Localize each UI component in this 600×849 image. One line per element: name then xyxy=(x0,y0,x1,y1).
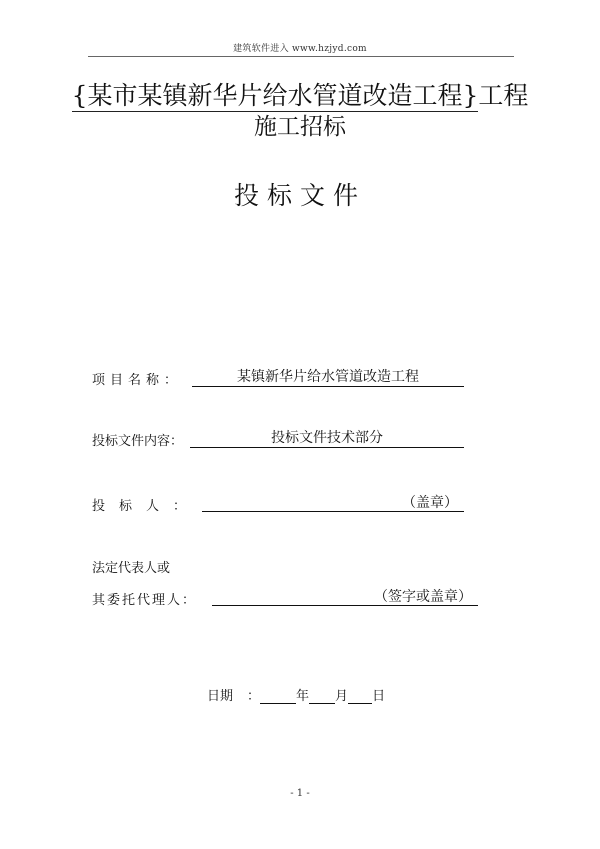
legal-representative-label: 法定代表人或 xyxy=(92,561,171,576)
legal-representative-row xyxy=(92,557,170,575)
date-label: 日期 xyxy=(207,689,234,704)
agent-label: 其委托代理人： xyxy=(92,593,198,608)
year-blank xyxy=(260,690,296,704)
page-number: - 1 - xyxy=(290,788,310,799)
title-project-name: {某市某镇新华片给水管道改造工程} xyxy=(71,81,479,110)
document-title xyxy=(0,80,600,112)
year-label: 年 xyxy=(296,689,310,704)
header-divider xyxy=(88,56,514,57)
bidder-seal-field: （盖章） xyxy=(202,495,464,512)
project-name-row xyxy=(92,369,472,387)
bidder-row xyxy=(92,495,472,513)
project-name-field: 某镇新华片给水管道改造工程 xyxy=(192,369,464,387)
month-blank xyxy=(309,690,335,704)
agent-signature-field: （签字或盖章） xyxy=(212,589,478,606)
day-label: 日 xyxy=(372,689,386,704)
date-row xyxy=(207,685,385,703)
agent-row xyxy=(92,589,482,607)
document-heading: 投标文件 xyxy=(233,181,366,210)
header-website-note: 建筑软件进入 www.hzjyd.com xyxy=(233,44,367,54)
bidder-label: 投标人： xyxy=(92,499,201,514)
project-name-label: 项目名称： xyxy=(92,373,183,388)
title-suffix: 工程 xyxy=(478,81,529,110)
day-blank xyxy=(348,690,372,704)
date-colon: ： xyxy=(247,689,261,704)
document-subtitle: 施工招标 xyxy=(254,114,346,140)
document-content-field: 投标文件技术部分 xyxy=(190,430,464,448)
month-label: 月 xyxy=(335,689,349,704)
document-content-label: 投标文件内容： xyxy=(92,434,184,449)
document-content-row xyxy=(92,430,472,448)
